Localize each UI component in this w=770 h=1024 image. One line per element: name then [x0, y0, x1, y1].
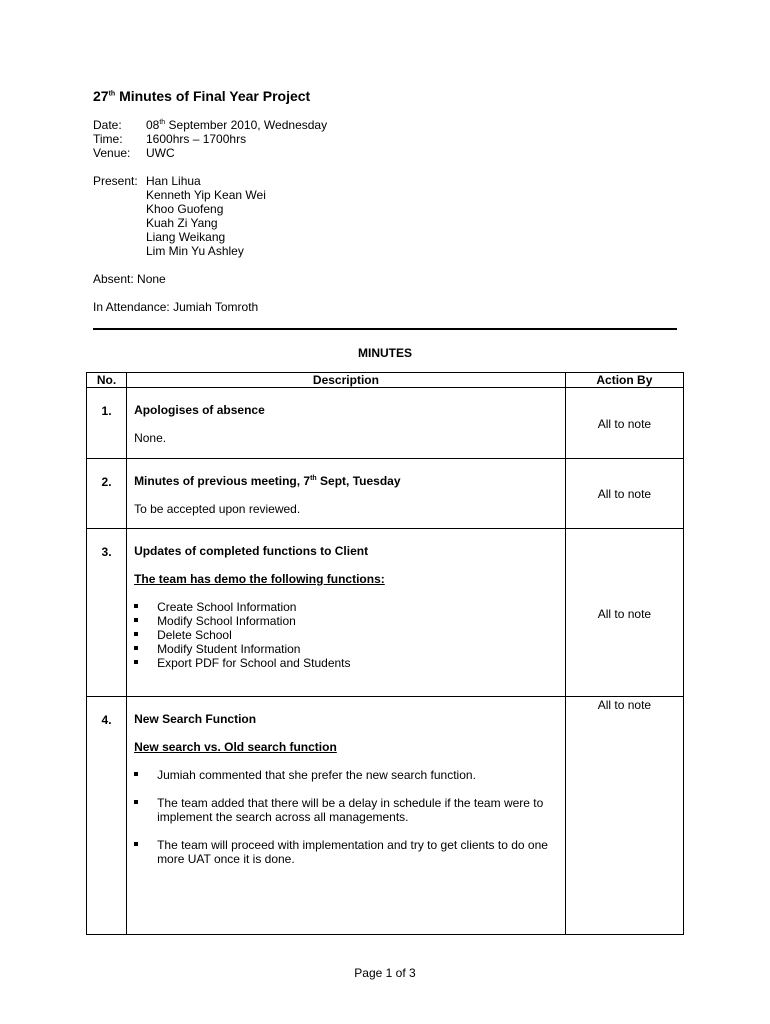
- bullet-square-icon: [134, 660, 138, 664]
- date-value: 08th September 2010, Wednesday: [146, 118, 328, 132]
- item-number: 3.: [87, 529, 127, 697]
- list-item: The team added that there will be a delay in schedule if the team were to implement the search across all managements.: [134, 796, 559, 824]
- item-title: Updates of completed functions to Client: [134, 544, 369, 558]
- header-description: Description: [127, 373, 566, 388]
- section-divider: [93, 328, 677, 330]
- present-name: Liang Weikang: [146, 230, 226, 244]
- item-subheading: The team has demo the following functions:: [134, 572, 385, 586]
- item-title: Minutes of previous meeting, 7th Sept, Tuesday: [134, 474, 401, 488]
- item-action: All to note: [565, 459, 683, 529]
- present-name: Lim Min Yu Ashley: [146, 244, 244, 258]
- date-label: Date:: [93, 118, 122, 132]
- bullet-square-icon: [134, 842, 138, 846]
- item-number: 4.: [87, 697, 127, 935]
- present-name: Kuah Zi Yang: [146, 216, 218, 230]
- list-item: Create School Information: [134, 600, 559, 614]
- list-item: Jumiah commented that she prefer the new search function.: [134, 768, 559, 782]
- bullet-list: [134, 768, 559, 866]
- header-no: No.: [87, 373, 127, 388]
- bullet-square-icon: [134, 632, 138, 636]
- table-row: [87, 697, 684, 935]
- in-attendance-line: In Attendance: Jumiah Tomroth: [93, 300, 259, 314]
- bullet-square-icon: [134, 604, 138, 608]
- item-note: None.: [134, 431, 167, 445]
- item-description: [127, 697, 566, 935]
- bullet-square-icon: [134, 618, 138, 622]
- item-title: Apologises of absence: [134, 403, 265, 417]
- item-number: 1.: [87, 388, 127, 459]
- list-item: Delete School: [134, 628, 559, 642]
- item-number: 2.: [87, 459, 127, 529]
- venue-value: UWC: [146, 146, 175, 160]
- time-value: 1600hrs – 1700hrs: [146, 132, 247, 146]
- venue-label: Venue:: [93, 146, 131, 160]
- list-item: Modify Student Information: [134, 642, 559, 656]
- bullet-square-icon: [134, 800, 138, 804]
- item-note: To be accepted upon reviewed.: [134, 502, 301, 516]
- page-footer: Page 1 of 3: [354, 966, 416, 980]
- item-action: All to note: [565, 529, 683, 697]
- table-header-row: [87, 373, 684, 388]
- item-description: [127, 459, 566, 529]
- list-item: The team will proceed with implementation and try to get clients to do one more UAT once it is done.: [134, 838, 559, 866]
- table-row: [87, 388, 684, 459]
- present-label: Present:: [93, 174, 138, 188]
- list-item: Export PDF for School and Students: [134, 656, 559, 670]
- present-name: Kenneth Yip Kean Wei: [146, 188, 266, 202]
- table-row: [87, 529, 684, 697]
- item-action: All to note: [565, 388, 683, 459]
- list-item: Modify School Information: [134, 614, 559, 628]
- bullet-square-icon: [134, 646, 138, 650]
- present-name: Khoo Guofeng: [146, 202, 224, 216]
- present-name: Han Lihua: [146, 174, 201, 188]
- absent-line: Absent: None: [93, 272, 166, 286]
- item-description: [127, 529, 566, 697]
- bullet-list: [134, 600, 559, 670]
- time-label: Time:: [93, 132, 123, 146]
- header-action-by: Action By: [565, 373, 683, 388]
- bullet-square-icon: [134, 772, 138, 776]
- item-subheading: New search vs. Old search function: [134, 740, 337, 754]
- minutes-heading: MINUTES: [358, 346, 412, 360]
- item-title: New Search Function: [134, 712, 257, 726]
- document-title: 27th Minutes of Final Year Project: [93, 88, 311, 104]
- item-action: All to note: [565, 697, 683, 935]
- minutes-table: [86, 372, 684, 935]
- table-row: [87, 459, 684, 529]
- present-list: [146, 174, 266, 258]
- item-description: [127, 388, 566, 459]
